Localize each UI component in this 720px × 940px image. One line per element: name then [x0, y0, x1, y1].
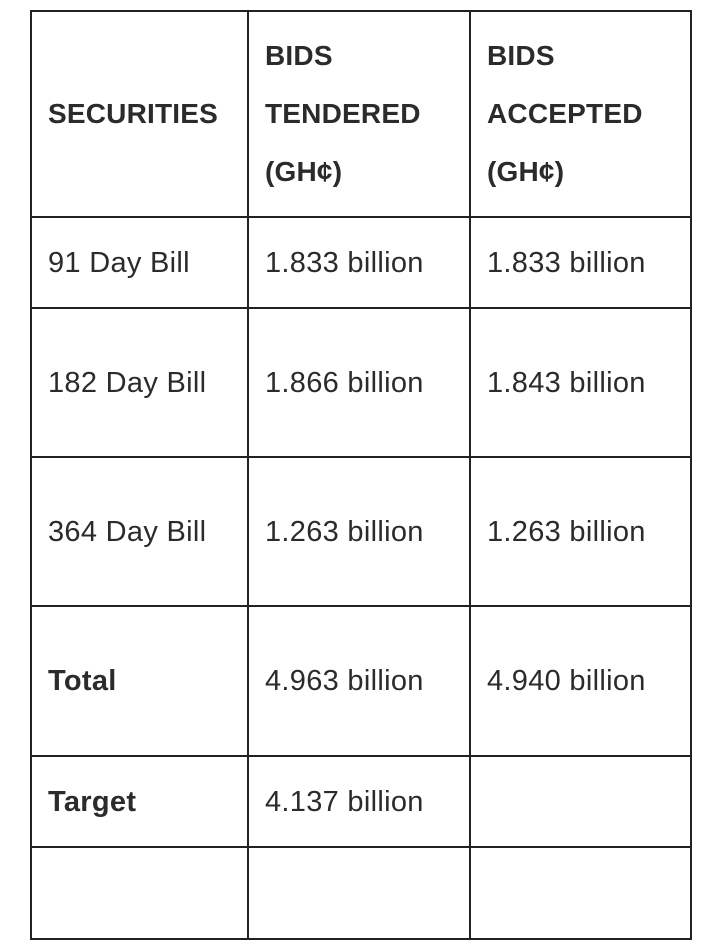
empty-cell: [31, 847, 248, 939]
bids-tendered-value: 1.833 billion: [248, 217, 470, 308]
security-name: 182 Day Bill: [31, 308, 248, 457]
bids-tendered-value: 1.866 billion: [248, 308, 470, 457]
bids-accepted-value: 1.263 billion: [470, 457, 691, 606]
table-row: [31, 308, 691, 457]
table-row: [31, 217, 691, 308]
bids-accepted-value: 1.833 billion: [470, 217, 691, 308]
header-bids-tendered: BIDS TENDERED (GH¢): [248, 11, 470, 217]
security-name: 91 Day Bill: [31, 217, 248, 308]
header-bids-accepted: BIDS ACCEPTED (GH¢): [470, 11, 691, 217]
table-row: [31, 457, 691, 606]
total-accepted-value: 4.940 billion: [470, 606, 691, 756]
target-label: Target: [31, 756, 248, 847]
header-row: [31, 11, 691, 217]
target-row: [31, 756, 691, 847]
empty-cell: [248, 847, 470, 939]
header-securities: SECURITIES: [31, 11, 248, 217]
total-tendered-value: 4.963 billion: [248, 606, 470, 756]
securities-table: [30, 10, 692, 940]
empty-cell: [470, 847, 691, 939]
total-row: [31, 606, 691, 756]
target-accepted-cell: [470, 756, 691, 847]
bids-accepted-value: 1.843 billion: [470, 308, 691, 457]
total-label: Total: [31, 606, 248, 756]
empty-row: [31, 847, 691, 939]
target-value: 4.137 billion: [248, 756, 470, 847]
bids-tendered-value: 1.263 billion: [248, 457, 470, 606]
security-name: 364 Day Bill: [31, 457, 248, 606]
